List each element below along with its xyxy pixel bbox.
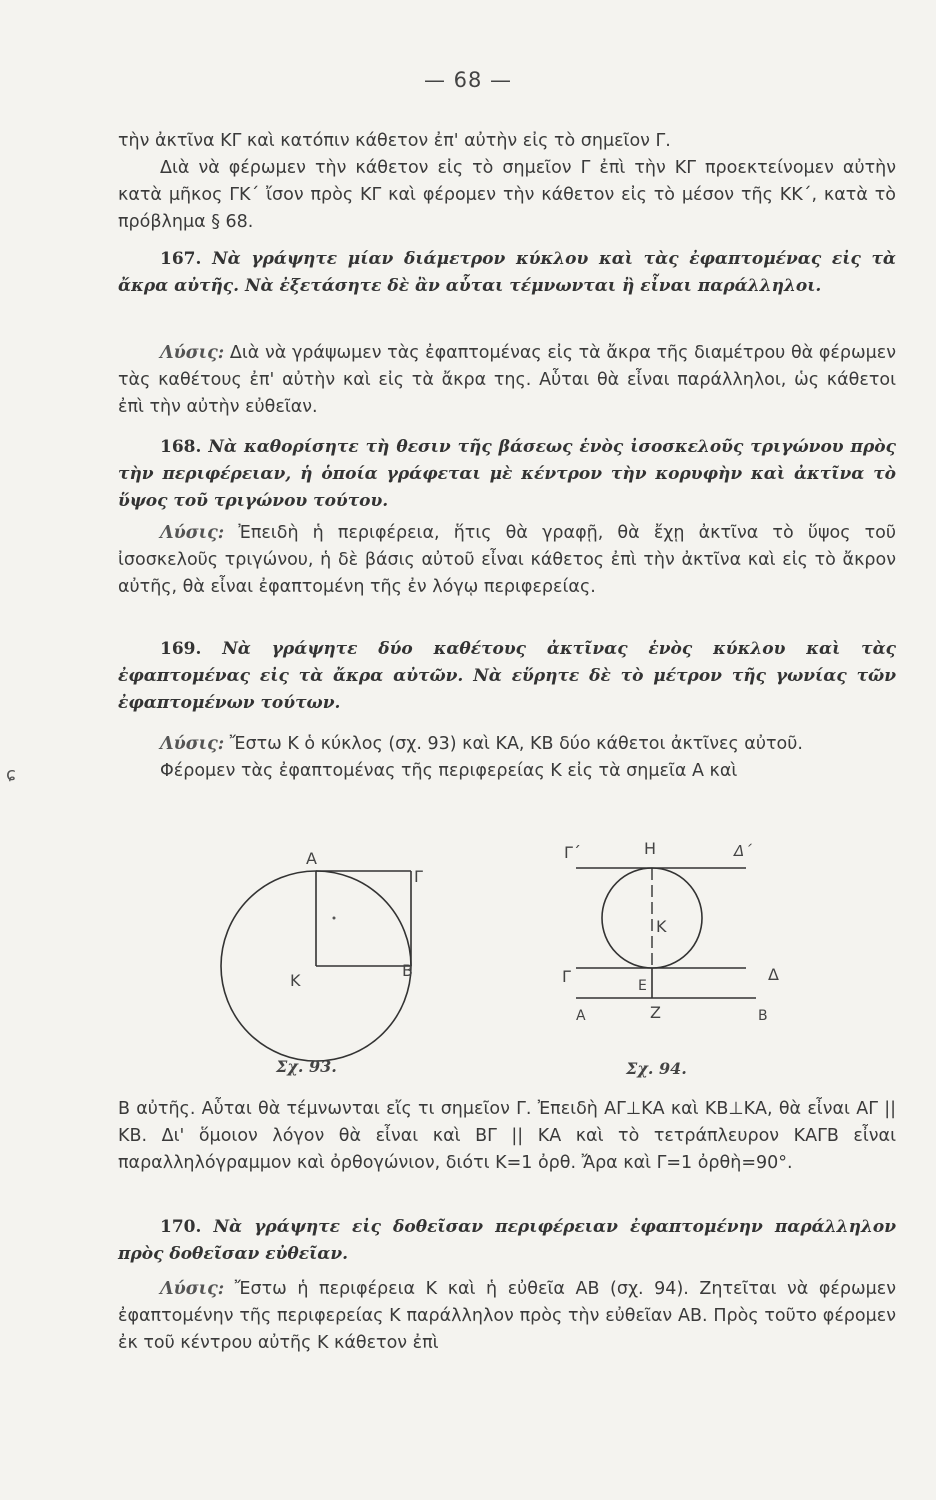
- problem-number: 170.: [160, 1217, 202, 1237]
- solution-continuation: Β αὐτῆς. Αὗται θὰ τέμνωνται εἴς τι σημεῖον Γ. Ἐπειδὴ ΑΓ⊥ΚΑ καὶ ΚΒ⊥ΚΑ, θὰ εἶναι ΑΓ || ΚΒ. Δι' ὅμοιον λόγον θὰ εἶναι καὶ ΒΓ || ΚΑ καὶ τὸ τετράπλευρον ΚΑΓΒ εἶναι παραλληλόγραμμον καὶ ὀρθογώνιον, διότι Κ=1 ὀρθ. Ἄρα καὶ Γ=1 ὀρθὴ=90°.: [118, 1099, 896, 1173]
- paragraph-continuation: [118, 128, 896, 236]
- solution-label: Λύσις:: [160, 1279, 225, 1299]
- problem-text: Νὰ γράψητε δύο καθέτους ἀκτῖνας ἑνὸς κύκλου καὶ τὰς ἐφαπτομένας εἰς τὰ ἄκρα αὐτῶν. Νὰ εὕρητε δὲ τὸ μέτρον τῆς γωνίας τῶν ἐφαπτομένων τούτων.: [118, 639, 896, 713]
- label-h: H: [644, 839, 657, 858]
- problem-text: Νὰ γράψητε εἰς δοθεῖσαν περιφέρειαν ἐφαπτομένην παράλληλον πρὸς δοθεῖσαν εὐθεῖαν.: [118, 1217, 896, 1264]
- margin-mark: ɕ: [6, 764, 16, 785]
- figure-93: [206, 838, 456, 1078]
- label-d: Δ: [768, 965, 779, 984]
- label-a: A: [576, 1008, 586, 1024]
- label-d1: Δ΄: [734, 842, 752, 860]
- problem-169: [118, 636, 896, 717]
- solution-continuation: Φέρομεν τὰς ἐφαπτομένας τῆς περιφερείας Κ εἰς τὰ σημεῖα Α καὶ: [160, 761, 738, 781]
- solution-text: Διὰ νὰ γράψωμεν τὰς ἐφαπτομένας εἰς τὰ ἄκρα τῆς διαμέτρου θὰ φέρωμεν τὰς καθέτους ἐπ' αὐτὴν καὶ εἰς τὰ ἄκρα της. Αὗται θὰ εἶναι παράλληλοι, ὡς κάθετοι ἐπὶ τὴν αὐτὴν εὐθεῖαν.: [118, 343, 896, 417]
- problem-text: Νὰ καθορίσητε τὴ θεσιν τῆς βάσεως ἑνὸς ἰσοσκελοῦς τριγώνου πρὸς τὴν περιφέρειαν, ἡ ὁποία γράφεται μὲ κέντρον τὴν κορυφὴν καὶ ἀκτῖνα τὸ ὕψος τοῦ τριγώνου τούτου.: [118, 437, 896, 511]
- problem-170: [118, 1214, 896, 1268]
- solution-169-continued: [118, 1096, 896, 1177]
- label-g: Γ: [414, 867, 423, 886]
- solution-label: Λύσις:: [160, 343, 225, 363]
- solution-text: Ἔστω ἡ περιφέρεια Κ καὶ ἡ εὐθεῖα ΑΒ (σχ. 94). Ζητεῖται νὰ φέρωμεν ἐφαπτομένην τῆς περιφερείας Κ παράλληλον πρὸς τὴν εὐθεῖαν ΑΒ. Πρὸς τοῦτο φέρομεν ἐκ τοῦ κέντρου αὐτῆς Κ κάθετον ἐπὶ: [118, 1279, 896, 1353]
- solution-label: Λύσις:: [160, 523, 225, 543]
- label-k: K: [656, 917, 667, 936]
- center-dot: [333, 917, 336, 920]
- problem-167: [118, 246, 896, 300]
- caption-93: Σχ. 93.: [276, 1057, 337, 1076]
- problem-168: [118, 434, 896, 515]
- problem-number: 169.: [160, 639, 202, 659]
- label-e: E: [638, 978, 647, 994]
- solution-168: [118, 520, 896, 601]
- solution-167: [118, 340, 896, 421]
- problem-text: Νὰ γράψητε μίαν διάμετρον κύκλου καὶ τὰς ἐφαπτομένας εἰς τὰ ἄκρα αὐτῆς. Νὰ ἐξετάσητε δὲ ἂν αὗται τέμνωνται ἢ εἶναι παράλληλοι.: [118, 249, 896, 296]
- solution-170: [118, 1276, 896, 1357]
- page-number: — 68 —: [423, 68, 513, 92]
- intro-line: τὴν ἀκτῖνα ΚΓ καὶ κατόπιν κάθετον ἐπ' αὐτὴν εἰς τὸ σημεῖον Γ.: [118, 131, 671, 151]
- solution-text: Ἔστω Κ ὁ κύκλος (σχ. 93) καὶ ΚΑ, ΚΒ δύο κάθετοι ἀκτῖνες αὐτοῦ.: [229, 734, 803, 754]
- label-k: K: [290, 971, 301, 990]
- caption-94: Σχ. 94.: [626, 1059, 687, 1078]
- label-a: A: [306, 849, 317, 868]
- solution-label: Λύσις:: [160, 734, 225, 754]
- problem-number: 168.: [160, 437, 202, 457]
- solution-text: Ἐπειδὴ ἡ περιφέρεια, ἥτις θὰ γραφῇ, θὰ ἔχῃ ἀκτῖνα τὸ ὕψος τοῦ ἰσοσκελοῦς τριγώνου, ἡ δὲ βάσις αὐτοῦ εἶναι κάθετος ἐπὶ τὴν ἀκτῖνα καὶ εἰς τὸ ἄκρον αὐτῆς, θὰ εἶναι ἐφαπτομένη τῆς ἐν λόγῳ περιφερείας.: [118, 523, 896, 597]
- intro-paragraph: Διὰ νὰ φέρωμεν τὴν κάθετον εἰς τὸ σημεῖον Γ ἐπὶ τὴν ΚΓ προεκτείνομεν αὐτὴν κατὰ μῆκος ΓΚ΄ ἴσον πρὸς ΚΓ καὶ φέρομεν τὴν κάθετον εἰς τὸ μέσον τῆς ΚΚ΄, κατὰ τὸ πρόβλημα § 68.: [118, 158, 896, 232]
- problem-number: 167.: [160, 249, 202, 269]
- label-g1: Γ΄: [564, 843, 581, 862]
- label-g: Γ: [562, 967, 571, 986]
- label-b: B: [402, 961, 413, 980]
- figure-94: [556, 820, 806, 1080]
- label-z: Z: [650, 1003, 661, 1022]
- solution-169: [118, 731, 896, 785]
- label-b: B: [758, 1008, 768, 1024]
